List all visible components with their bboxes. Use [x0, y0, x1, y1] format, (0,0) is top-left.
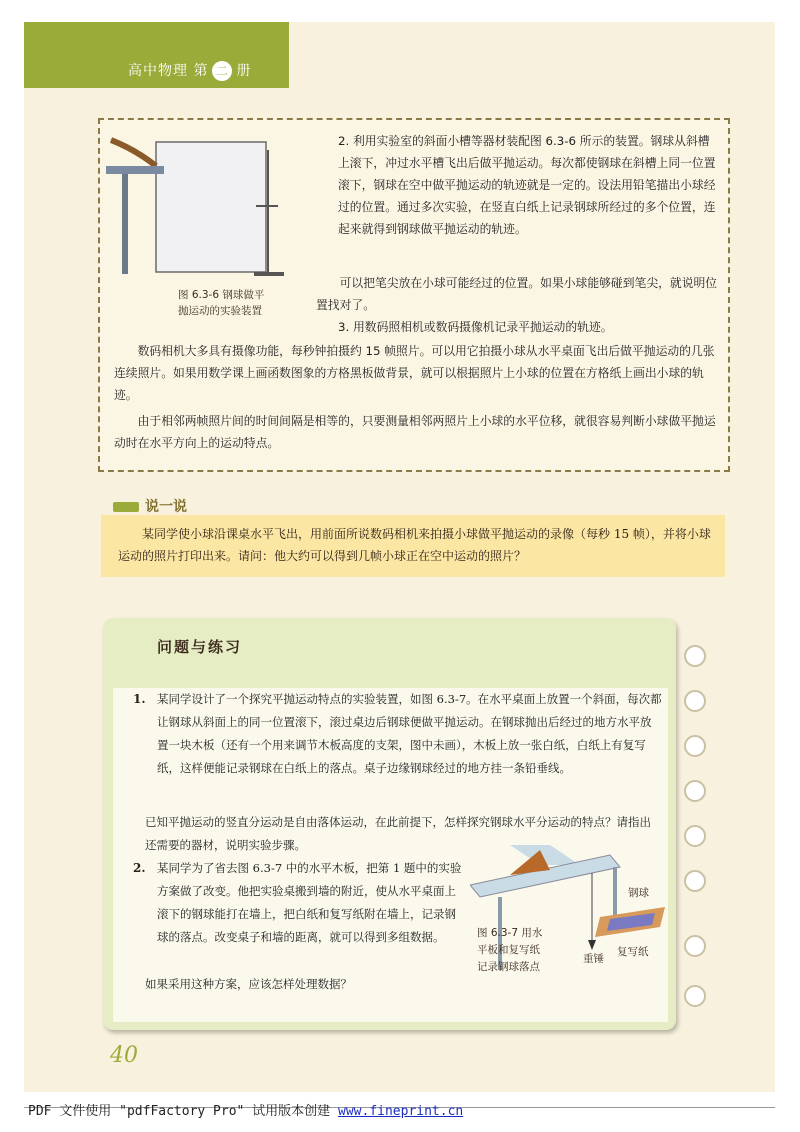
question-2-text-2: 如果采用这种方案，应该怎样处理数据？	[145, 977, 352, 991]
question-2-number: 2.	[133, 861, 146, 875]
question-1-text-2: 已知平抛运动的竖直分运动是自由落体运动，在此前提下，怎样探究钢球水平分运动的特点？请指出还需要的器材，说明实验步骤。	[145, 815, 651, 852]
figure-6-3-6	[106, 130, 296, 278]
label-carbon-paper: 复写纸	[617, 946, 649, 958]
figure-6-3-7-caption: 图 6.3-7 用水 平板和复写纸 记录钢球落点	[477, 927, 543, 973]
experiment-item-2-note: 可以把笔尖放在小球可能经过的位置。如果小球能够碰到笔尖，就说明位置找对了。	[316, 276, 718, 312]
label-plumb-bob: 重锤	[583, 953, 604, 965]
volume-badge: 二	[212, 61, 232, 81]
experiment-item-3-title: 3. 用数码照相机或数码摄像机记录平抛运动的轨迹。	[338, 320, 613, 334]
binder-ring	[684, 780, 706, 802]
figure-6-3-6-caption: 图 6.3-6 钢球做平 抛运动的实验装置	[178, 289, 265, 317]
book-title: 高中物理 第 二 册	[128, 63, 252, 79]
exercise-title: 问题与练习	[157, 638, 243, 656]
binder-ring	[684, 825, 706, 847]
footer-link[interactable]: www.fineprint.cn	[338, 1104, 464, 1119]
page-number: 40	[110, 1043, 138, 1068]
label-ball: 钢球	[628, 887, 649, 899]
experiment-item-2: 2. 利用实验室的斜面小槽等器材装配图 6.3-6 所示的装置。钢球从斜槽上滚下，冲过水平槽飞出后做平抛运动。每次都使钢球在斜槽上同一位置滚下，钢球在空中做平抛运动的轨迹就是一定的。设法用铅笔描出小球经过的位置。通过多次实验，在竖直白纸上记录钢球所经过的多个位置，连起来就得到钢球做平抛运动的轨迹。	[338, 134, 716, 236]
footer: PDF 文件使用 "pdfFactory Pro" 试用版本创建 www.fineprint.cn	[28, 1104, 464, 1119]
binder-ring	[684, 870, 706, 892]
experiment-item-3-para1: 数码相机大多具有摄像功能，每秒钟拍摄约 15 帧照片。可以用它拍摄小球从水平桌面飞出后做平抛运动的几张连续照片。如果用数学课上画函数图象的方格黑板做背景，就可以根据照片上小球的位置在方格纸上画出小球的轨迹。	[114, 344, 715, 402]
say-text: 某同学使小球沿课桌水平飞出，用前面所说数码相机来拍摄小球做平抛运动的录像（每秒 15 帧），并将小球运动的照片打印出来。请问：他大约可以得到几帧小球正在空中运动的照片？	[118, 527, 711, 563]
arrow-icon	[113, 502, 139, 512]
binder-ring	[684, 690, 706, 712]
binder-ring	[684, 985, 706, 1007]
say-heading: 说一说	[113, 496, 187, 516]
binder-ring	[684, 645, 706, 667]
question-1-text: 某同学设计了一个探究平抛运动特点的实验装置，如图 6.3-7。在水平桌面上放置一个斜面，每次都让钢球从斜面上的同一位置滚下，滚过桌边后钢球便做平抛运动。在钢球抛出后经过的地方水平放置一块木板（还有一个用来调节木板高度的支架，图中未画），木板上放一张白纸，白纸上有复写纸，这样便能记录钢球在白纸上的落点。桌子边缘钢球经过的地方挂一条铅垂线。	[157, 692, 662, 775]
question-2-text: 某同学为了省去图 6.3-7 中的水平木板，把第 1 题中的实验方案做了改变。他把实验桌搬到墙的附近，使从水平桌面上滚下的钢球能打在墙上，把白纸和复写纸附在墙上，记录钢球的落点。改变桌子和墙的距离，就可以得到多组数据。	[157, 861, 462, 944]
binder-ring	[684, 935, 706, 957]
question-1-number: 1.	[133, 692, 146, 706]
binder-ring	[684, 735, 706, 757]
experiment-item-3-para2: 由于相邻两帧照片间的时间间隔是相等的，只要测量相邻两照片上小球的水平位移，就很容易判断小球做平抛运动时在水平方向上的运动特点。	[114, 414, 716, 450]
